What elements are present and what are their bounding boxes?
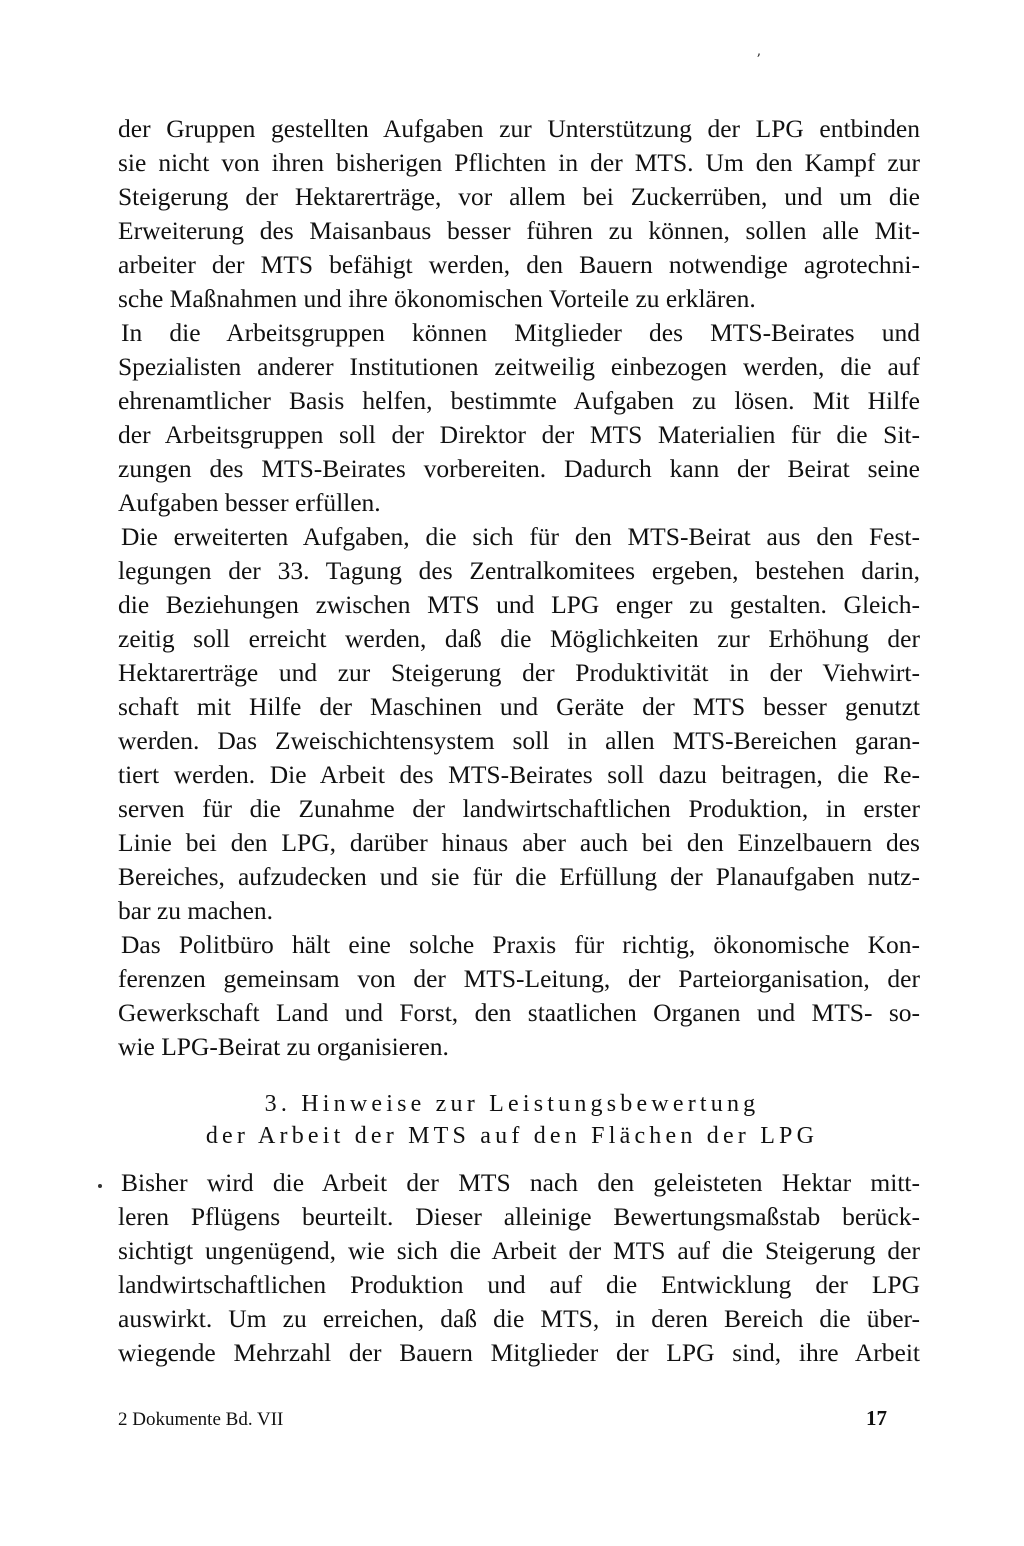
text-line: ferenzen gemeinsam von der MTS-Leitung, der Parteiorganisation, der — [118, 964, 920, 993]
text-line: sichtigt ungenügend, wie sich die Arbeit der MTS auf die Steigerung der — [118, 1236, 920, 1265]
text-line: wie LPG-Beirat zu organisieren. — [118, 1032, 449, 1061]
text-line: schaft mit Hilfe der Maschinen und Geräte der MTS besser genutzt — [118, 692, 920, 721]
page-mark: ʼ — [756, 52, 761, 68]
text-line: Aufgaben besser erfüllen. — [118, 488, 381, 517]
section-heading-line-1: 3. Hinweise zur Leistungsbewertung — [264, 1091, 760, 1117]
section-heading-line-2: der Arbeit der MTS auf den Flächen der LPG — [205, 1123, 819, 1149]
text-line: Hektarerträge und zur Steigerung der Produktivität in der Viehwirt- — [118, 658, 920, 687]
text-line: Bisher wird die Arbeit der MTS nach den geleisteten Hektar mitt- — [121, 1168, 920, 1197]
text-line: sche Maßnahmen und ihre ökonomischen Vorteile zu erklären. — [118, 284, 756, 313]
text-line: auswirkt. Um zu erreichen, daß die MTS, in deren Bereich die über- — [118, 1304, 920, 1333]
text-line: zeitig soll erreicht werden, daß die Möglichkeiten zur Erhöhung der — [118, 624, 920, 653]
text-line: tiert werden. Die Arbeit des MTS-Beirates soll dazu beitragen, die Re- — [118, 760, 920, 789]
text-line: Spezialisten anderer Institutionen zeitweilig einbezogen werden, die auf — [118, 352, 920, 381]
text-line: serven für die Zunahme der landwirtschaftlichen Produktion, in erster — [118, 794, 920, 823]
text-line: der Gruppen gestellten Aufgaben zur Unterstützung der LPG entbinden — [118, 114, 920, 143]
text-line: werden. Das Zweischichtensystem soll in allen MTS-Bereichen garan- — [118, 726, 920, 755]
text-line: In die Arbeitsgruppen können Mitglieder des MTS-Beirates und — [121, 318, 920, 347]
stray-dot-mark — [98, 1184, 102, 1188]
text-line: leren Pflügens beurteilt. Dieser alleinige Bewertungsmaßstab berück- — [118, 1202, 920, 1231]
text-line: Linie bei den LPG, darüber hinaus aber auch bei den Einzelbauern des — [118, 828, 920, 857]
text-line: Erweiterung des Maisanbaus besser führen zu können, sollen alle Mit- — [118, 216, 920, 245]
text-line: bar zu machen. — [118, 896, 274, 925]
text-line: Bereiches, aufzudecken und sie für die Erfüllung der Planaufgaben nutz- — [118, 862, 920, 891]
text-line: Die erweiterten Aufgaben, die sich für den MTS-Beirat aus den Fest- — [121, 522, 920, 551]
text-line: legungen der 33. Tagung des Zentralkomitees ergeben, bestehen darin, — [118, 556, 920, 585]
text-line: sie nicht von ihren bisherigen Pflichten in der MTS. Um den Kampf zur — [118, 148, 920, 177]
text-line: arbeiter der MTS befähigt werden, den Bauern notwendige agrotechni- — [118, 250, 920, 279]
text-line: ehrenamtlicher Basis helfen, bestimmte Aufgaben zu lösen. Mit Hilfe — [118, 386, 920, 415]
text-line: landwirtschaftlichen Produktion und auf die Entwicklung der LPG — [118, 1270, 920, 1299]
text-line: wiegende Mehrzahl der Bauern Mitglieder der LPG sind, ihre Arbeit — [118, 1338, 920, 1367]
text-line: Das Politbüro hält eine solche Praxis für richtig, ökonomische Kon- — [121, 930, 920, 959]
page-number: 17 — [866, 1406, 887, 1430]
text-line: der Arbeitsgruppen soll der Direktor der MTS Materialien für die Sit- — [118, 420, 920, 449]
text-line: Gewerkschaft Land und Forst, den staatlichen Organen und MTS- so- — [118, 998, 920, 1027]
footer-source: 2 Dokumente Bd. VII — [118, 1409, 284, 1430]
text-line: zungen des MTS-Beirates vorbereiten. Dadurch kann der Beirat seine — [118, 454, 920, 483]
text-line: die Beziehungen zwischen MTS und LPG enger zu gestalten. Gleich- — [118, 590, 920, 619]
text-line: Steigerung der Hektarerträge, vor allem bei Zuckerrüben, und um die — [118, 182, 920, 211]
